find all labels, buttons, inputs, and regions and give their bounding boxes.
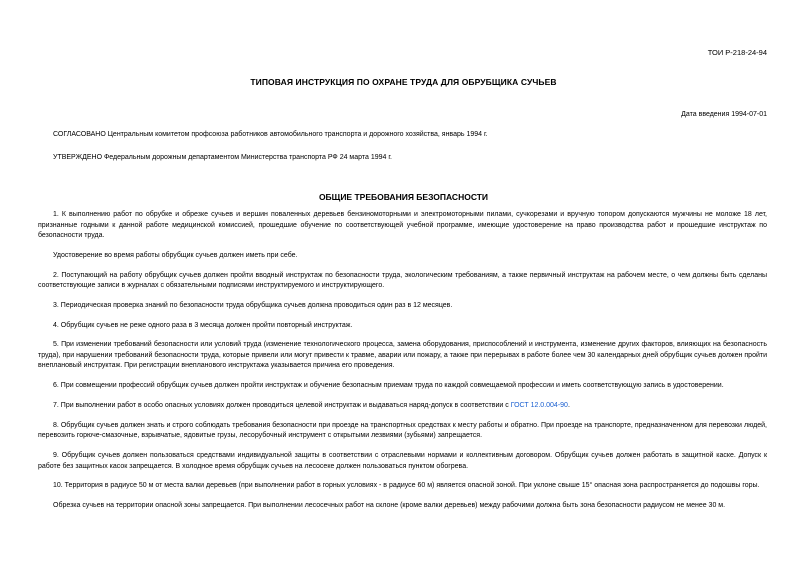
- paragraph-10: 10. Территория в радиусе 50 м от места валки деревьев (при выполнении работ в горных условиях - в радиусе 60 м) является опасной зоной. При уклоне свыше 15° опасная зона распространяется до подошвы горы.: [53, 482, 760, 490]
- paragraph-2: 2. Поступающий на работу обрубщик сучьев должен пройти вводный инструктаж по безопасности труда, экологическим требованиям, а также первичный инструктаж на рабочем месте, о чем должны быть сделаны соответствующие записи в журналах с обязательными подписями инструктируемого и инструктирующего.: [38, 271, 767, 290]
- document-body: [38, 210, 767, 521]
- introduction-date: Дата введения 1994-07-01: [681, 111, 767, 118]
- gost-link[interactable]: ГОСТ 12.0.004-90: [510, 402, 568, 410]
- agreed-note: СОГЛАСОВАНО Центральным комитетом профсоюза работников автомобильного транспорта и дорожного хозяйства, январь 1994 г.: [53, 131, 488, 138]
- paragraph-6: 6. При совмещении профессий обрубщик сучьев должен пройти инструктаж и обучение безопасным приемам труда по каждой совмещаемой профессии и иметь соответствующую запись в удостоверении.: [53, 382, 724, 390]
- paragraph-3: 3. Периодическая проверка знаний по безопасности труда обрубщика сучьев должна проводиться один раз в 12 месяцев.: [53, 301, 453, 309]
- paragraph-5: 5. При изменении требований безопасности или условий труда (изменение технологического процесса, замена оборудования, приспособлений и инструмента, изменение других факторов, влияющих на безопасность труда), при нарушении требований безопасности труда, которые привели или могут привести к травме, аварии или пожару, а также при перерывах в работе более чем 30 календарных дней обрубщик сучьев должен пройти внеплановый инструктаж. При регистрации внепланового инструктажа указывается причина его проведения.: [38, 341, 767, 370]
- paragraph-7-text: 7. При выполнении работ в особо опасных условиях должен проводиться целевой инструктаж и выдаваться наряд-допуск в соответствии с: [53, 402, 511, 410]
- document-number: ТОИ Р-218-24-94: [707, 48, 767, 57]
- paragraph-9: 9. Обрубщик сучьев должен пользоваться средствами индивидуальной защиты в соответствии с отраслевыми нормами и коллективным договором. Обрубщик сучьев должен работать в защитной каске. Допуск к работе без защитных касок запрещается. В холодное время обрубщик сучьев на лесосеке должен пользоваться пунктом обогрева.: [38, 452, 767, 470]
- approved-note: УТВЕРЖДЕНО Федеральным дорожным департаментом Министерства транспорта РФ 24 марта 1994 г.: [53, 154, 392, 161]
- section-title: ОБЩИЕ ТРЕБОВАНИЯ БЕЗОПАСНОСТИ: [318, 192, 489, 202]
- paragraph-7: [38, 401, 767, 412]
- document-title: ТИПОВАЯ ИНСТРУКЦИЯ ПО ОХРАНЕ ТРУДА ДЛЯ ОБРУБЩИКА СУЧЬЕВ: [250, 77, 557, 87]
- paragraph-8: 8. Обрубщик сучьев должен знать и строго соблюдать требования безопасности при проезде на транспортных средствах к месту работы и обратно. При проезде на транспорте, предназначенном для перевозки людей, перевозить горюче-смазочные, взрывчатые, ядовитые грузы, лесорубочный инструмент с открытыми лезвиями (зубьями) запрещается.: [38, 421, 767, 440]
- paragraph-4: 4. Обрубщик сучьев не реже одного раза в 3 месяца должен пройти повторный инструктаж.: [53, 321, 353, 329]
- paragraph-1-note: Удостоверение во время работы обрубщик сучьев должен иметь при себе.: [53, 251, 298, 259]
- paragraph-10-note: Обрезка сучьев на территории опасной зоны запрещается. При выполнении лесосечных работ на склоне (кроме валки деревьев) между рабочими должна быть зона безопасности радиусом не менее 30 м.: [53, 502, 726, 510]
- paragraph-1: 1. К выполнению работ по обрубке и обрезке сучьев и вершин поваленных деревьев бензиномоторными и электромоторными пилами, сучкорезами и вручную топором допускаются мужчины не моложе 18 лет, признанные годными к данной работе медицинской комиссией, прошедшие обучение по соответствующей учебной программе, имеющие удостоверение на право производства работ и прошедшие инструктаж по безопасности труда.: [38, 211, 767, 239]
- paragraph-7-end: .: [567, 402, 570, 410]
